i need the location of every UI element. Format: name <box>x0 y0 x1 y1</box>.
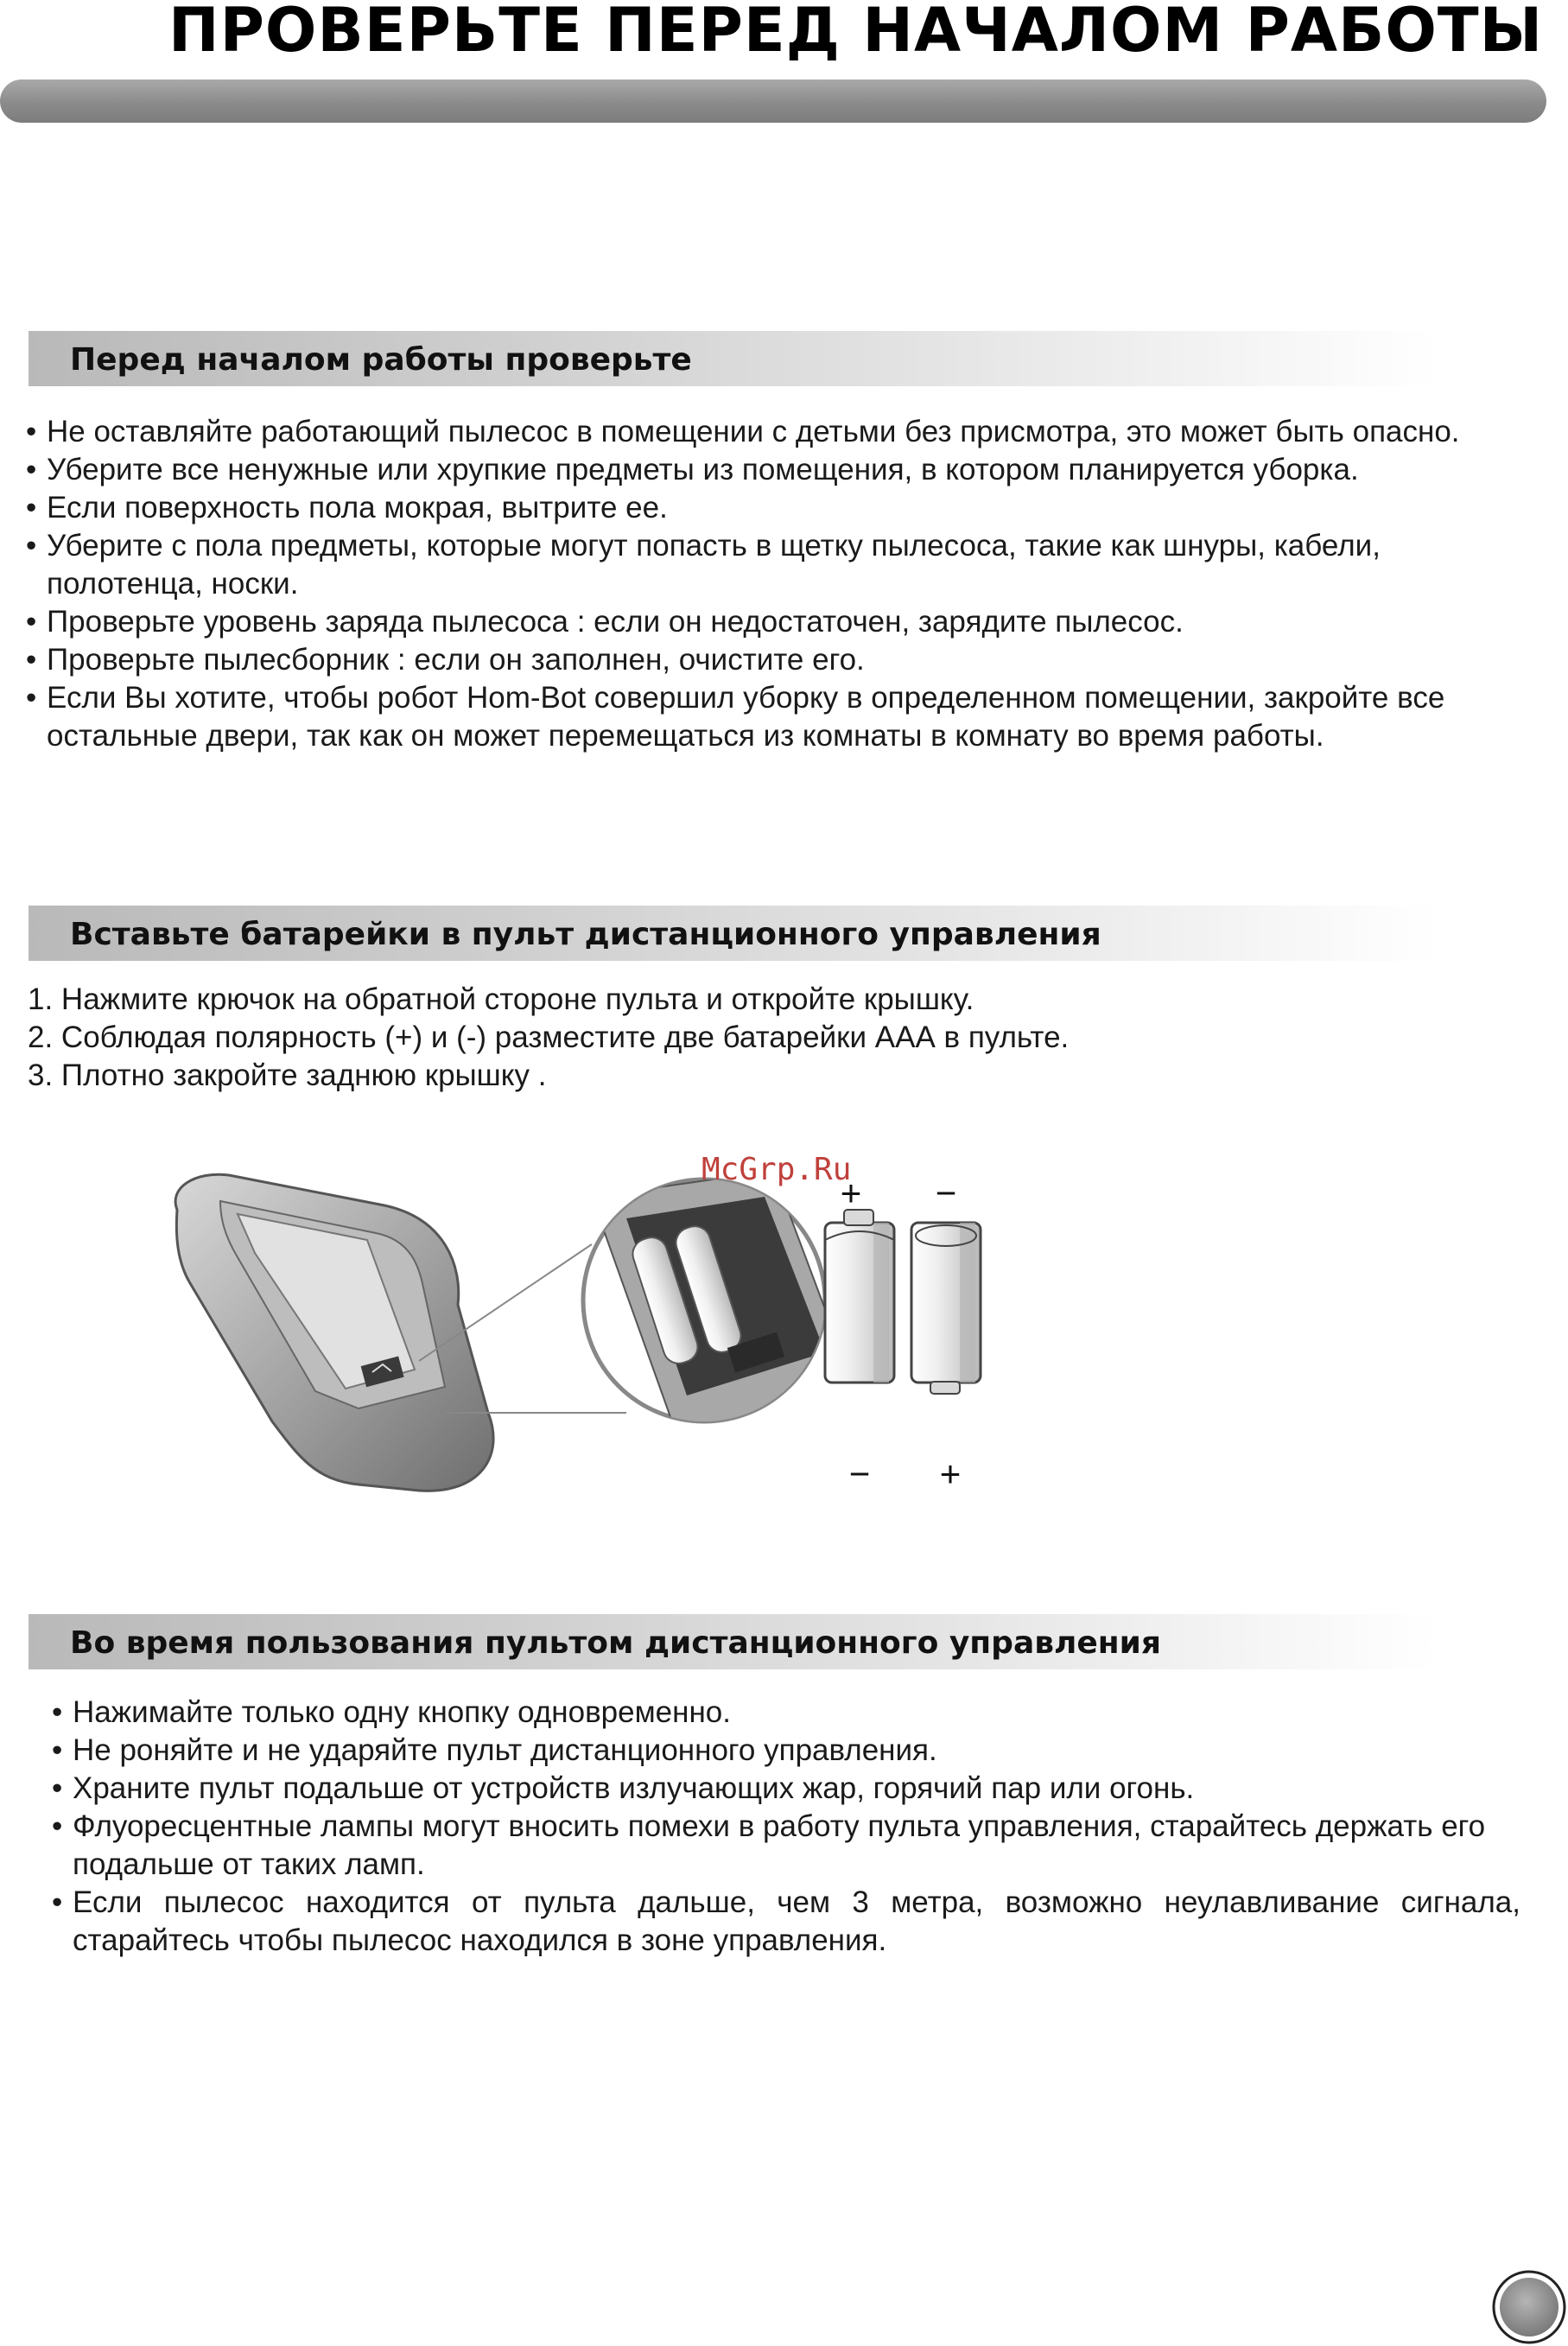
list-item: • Храните пульт подальше от устройств излучающих жар, горячий пар или огонь. <box>52 1771 1195 1805</box>
page-marker-icon <box>1490 2268 1568 2346</box>
title-bar <box>0 79 1546 123</box>
section-header-label: Вставьте батарейки в пульт дистанционного управления <box>70 917 1101 952</box>
list-item: • Нажимайте только одну кнопку одновременно. <box>52 1695 731 1729</box>
polarity-minus-top-right: − <box>935 1173 957 1213</box>
battery-steps <box>28 981 1496 1095</box>
list-item: • Проверьте уровень заряда пылесоса : если он недостаточен, зарядите пылесос. <box>26 605 1184 639</box>
remote-battery-illustration <box>160 1154 1015 1504</box>
list-item: • Проверьте пылесборник : если он заполнен, очистите его. <box>26 643 865 677</box>
battery-compartment-zoom <box>583 1171 851 1439</box>
remote-usage-list <box>52 1694 1520 1960</box>
step-item: 2. Соблюдая полярность (+) и (-) разместите две батарейки ААА в пульте. <box>28 1020 1070 1054</box>
list-item: • Флуоресцентные лампы могут вносить помехи в работу пульта управления, старайтесь держать его подальше от таких ламп. <box>52 1809 1486 1881</box>
polarity-plus-bottom-right: + <box>939 1453 962 1494</box>
page-title: ПРОВЕРЬТЕ ПЕРЕД НАЧАЛОМ РАБОТЫ <box>168 0 1544 66</box>
list-item: • Не роняйте и не ударяйте пульт дистанционного управления. <box>52 1733 937 1767</box>
remote-control-icon <box>175 1174 493 1491</box>
polarity-plus-top-left: + <box>840 1173 862 1213</box>
list-item: • Не оставляйте работающий пылесос в помещении с детьми без присмотра, это может быть опасно. <box>26 415 1460 448</box>
list-item: • Если Вы хотите, чтобы робот Hom-Bot совершил уборку в определенном помещении, закройте все остальные двери, так как он может перемещаться из комнаты в комнату во время работы. <box>26 681 1445 753</box>
section-header-label: Во время пользования пультом дистанционного управления <box>70 1625 1162 1661</box>
polarity-minus-bottom-left: − <box>848 1453 871 1494</box>
step-item: 3. Плотно закройте заднюю крышку . <box>28 1059 547 1092</box>
list-item: • Если поверхность пола мокрая, вытрите ее. <box>26 491 668 525</box>
battery-left-icon <box>825 1210 894 1383</box>
watermark: McGrp.Ru <box>701 1152 852 1187</box>
list-item: • Уберите с пола предметы, которые могут попасть в щетку пылесоса, такие как шнуры, кабели, полотенца, носки. <box>26 529 1381 601</box>
section-header-before-start <box>29 331 1437 386</box>
list-item: • Если пылесос находится от пульта дальше, чем 3 метра, возможно неулавливание сигнала, старайтесь чтобы пылесос находился в зоне управления. <box>52 1885 1520 1957</box>
section-header-remote-usage <box>29 1614 1437 1669</box>
section-header-insert-batteries <box>29 906 1437 961</box>
list-item: • Уберите все ненужные или хрупкие предметы из помещения, в котором планируется уборка. <box>26 453 1359 486</box>
battery-right-icon <box>911 1223 981 1394</box>
step-item: 1. Нажмите крючок на обратной стороне пульта и откройте крышку. <box>28 982 974 1016</box>
checklist-before-start <box>26 413 1495 755</box>
section-header-label: Перед началом работы проверьте <box>70 342 692 378</box>
